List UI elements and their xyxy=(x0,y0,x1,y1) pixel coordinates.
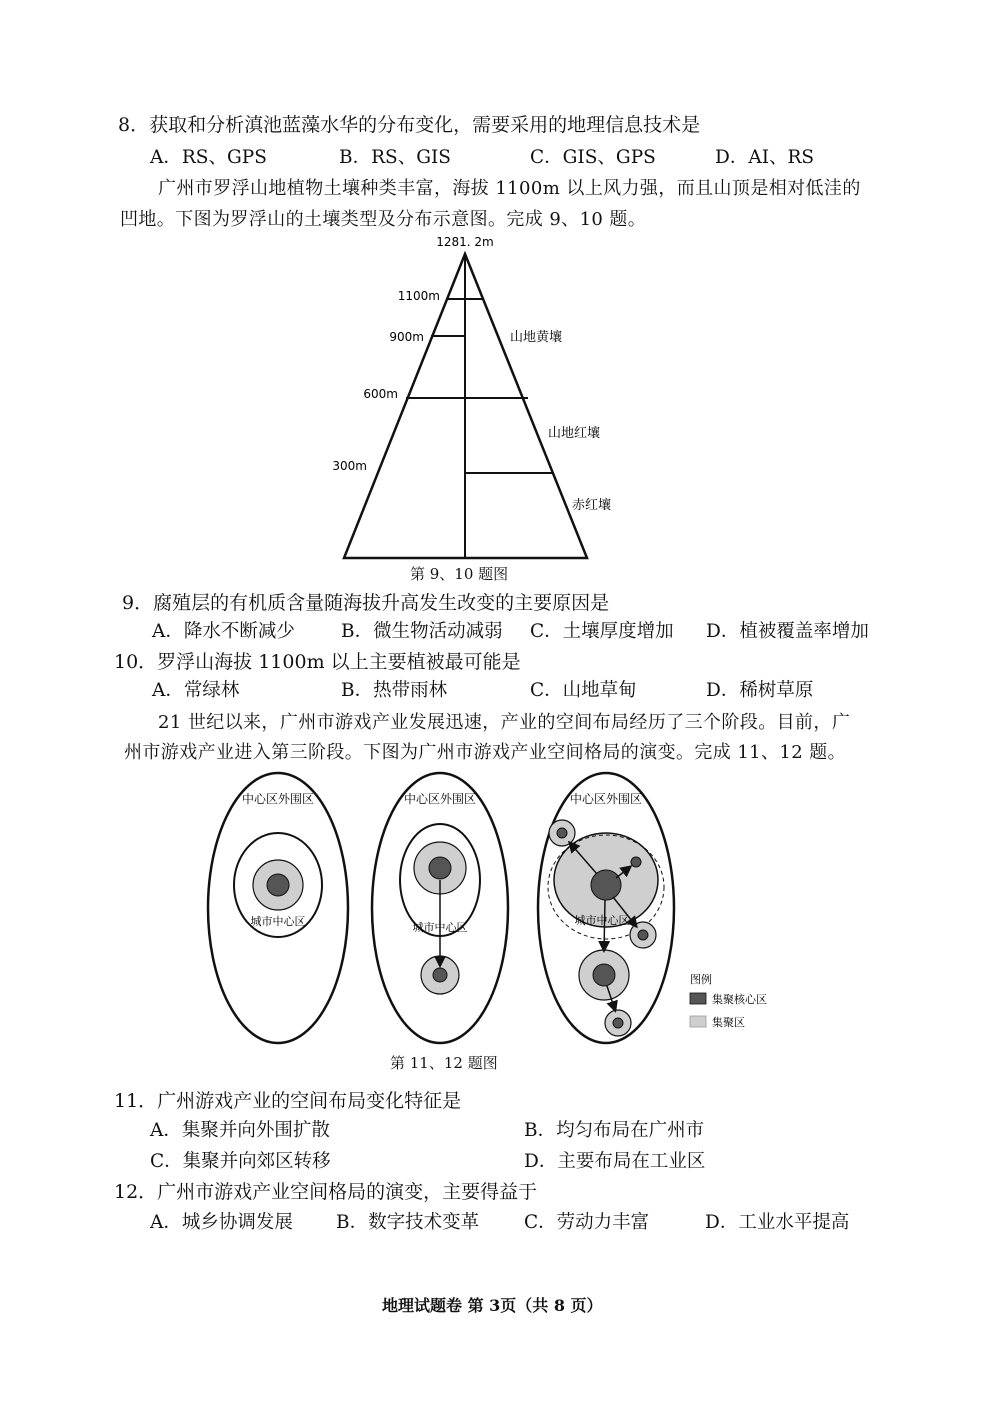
question-11-option-a: A．集聚并向外围扩散 xyxy=(150,1120,330,1141)
question-12-option-b: B．数字技术变革 xyxy=(336,1212,480,1233)
legend-core-label: 集聚核心区 xyxy=(712,993,767,1006)
stage-3-south-cluster-core xyxy=(593,964,615,986)
question-10-option-c: C．山地草甸 xyxy=(530,680,637,701)
stage-3-outer-label: 中心区外围区 xyxy=(569,792,643,806)
legend-zone-label: 集聚区 xyxy=(712,1016,745,1029)
legend-zone-swatch xyxy=(690,1016,706,1027)
question-9-option-a: A．降水不断减少 xyxy=(152,621,295,642)
stage-3-nw-cluster-core xyxy=(557,828,567,838)
stage-2-center-label: 城市中心区 xyxy=(412,921,468,934)
question-9-option-b: B．微生物活动减弱 xyxy=(341,621,503,642)
question-12-option-c: C．劳动力丰富 xyxy=(524,1212,650,1233)
question-12-option-d: D．工业水平提高 xyxy=(705,1212,850,1233)
question-12-stem: 12．广州市游戏产业空间格局的演变，主要得益于 xyxy=(114,1181,538,1203)
question-8-option-a: A．RS、GPS xyxy=(150,147,267,168)
passage-1-line-2: 凹地。下图为罗浮山的土壤类型及分布示意图。完成 9、10 题。 xyxy=(120,209,647,230)
stage-3-ne-cluster-core xyxy=(631,857,641,867)
figure-9-10-caption: 第 9、10 题图 xyxy=(410,565,509,583)
stage-1-cluster-core xyxy=(267,874,289,896)
question-10-option-a: A．常绿林 xyxy=(152,680,240,701)
soil-label-lateritic-red: 赤红壤 xyxy=(572,498,612,513)
stage-2-panel xyxy=(372,773,508,1043)
stage-1-center-label: 城市中心区 xyxy=(250,915,306,928)
question-11-option-d: D．主要布局在工业区 xyxy=(524,1151,706,1172)
passage-1-line-1: 广州市罗浮山地植物土壤种类丰富，海拔 1100m 以上风力强，而且山顶是相对低洼的 xyxy=(158,178,861,199)
stage-3-panel xyxy=(538,773,674,1043)
question-8-option-d: D．AI、RS xyxy=(715,147,815,168)
question-11-stem: 11．广州游戏产业的空间布局变化特征是 xyxy=(114,1090,462,1112)
page-footer: 地理试题卷 第 3页（共 8 页） xyxy=(382,1296,603,1315)
question-8-option-b: B．RS、GIS xyxy=(339,147,451,168)
altitude-600m-label: 600m xyxy=(363,387,398,401)
question-9-stem: 9．腐殖层的有机质含量随海拔升高发生改变的主要原因是 xyxy=(122,592,610,614)
question-8-stem: 8．获取和分析滇池蓝藻水华的分布变化，需要采用的地理信息技术是 xyxy=(118,114,701,136)
industry-evolution-diagram xyxy=(200,765,800,1055)
legend-title: 图例 xyxy=(690,973,712,986)
legend xyxy=(690,972,767,1029)
soil-label-red: 山地红壤 xyxy=(548,426,601,441)
question-12-option-a: A．城乡协调发展 xyxy=(150,1212,293,1233)
altitude-900m-label: 900m xyxy=(389,330,424,344)
stage-2-outer-cluster-core xyxy=(433,968,447,982)
peak-altitude-label: 1281. 2m xyxy=(436,235,494,249)
altitude-1100m-label: 1100m xyxy=(397,289,440,303)
question-10-option-b: B．热带雨林 xyxy=(341,680,448,701)
altitude-300m-label: 300m xyxy=(332,459,367,473)
question-10-option-d: D．稀树草原 xyxy=(706,680,814,701)
soil-distribution-diagram xyxy=(320,228,620,588)
stage-3-central-cluster-core xyxy=(591,870,621,900)
question-9-option-d: D．植被覆盖率增加 xyxy=(706,621,869,642)
question-10-stem: 10．罗浮山海拔 1100m 以上主要植被最可能是 xyxy=(114,651,521,673)
stage-1-panel xyxy=(208,773,348,1043)
legend-core-swatch xyxy=(690,993,706,1004)
passage-2-line-1: 21 世纪以来，广州市游戏产业发展迅速，产业的空间布局经历了三个阶段。目前，广 xyxy=(158,712,851,733)
question-11-option-c: C．集聚并向郊区转移 xyxy=(150,1151,331,1172)
stage-3-far-south-cluster-core xyxy=(613,1018,623,1028)
stage-1-outer-label: 中心区外围区 xyxy=(241,792,315,806)
figure-11-12-caption: 第 11、12 题图 xyxy=(390,1054,498,1072)
stage-3-se-cluster-core xyxy=(638,930,648,940)
stage-2-central-cluster-core xyxy=(429,857,451,879)
question-8-option-c: C．GIS、GPS xyxy=(530,147,656,168)
soil-label-yellow: 山地黄壤 xyxy=(510,330,563,345)
stage-2-outer-label: 中心区外围区 xyxy=(403,792,477,806)
stage-3-center-label: 城市中心区 xyxy=(574,914,630,927)
passage-2-line-2: 州市游戏产业进入第三阶段。下图为广州市游戏产业空间格局的演变。完成 11、12 题。 xyxy=(124,742,847,763)
question-11-option-b: B．均匀布局在广州市 xyxy=(524,1120,705,1141)
question-9-option-c: C．土壤厚度增加 xyxy=(530,621,674,642)
